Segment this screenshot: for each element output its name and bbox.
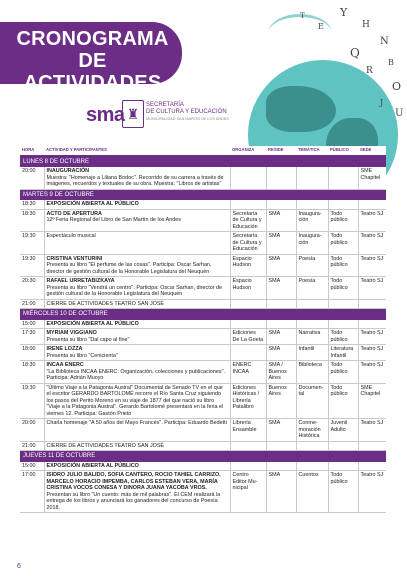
tematica-cell: Biblioteca	[296, 361, 328, 384]
activity-cell	[44, 167, 230, 189]
hora-cell: 19:30	[20, 383, 44, 419]
decorative-letter: J	[380, 98, 384, 107]
tematica-cell: Inaugura-ción	[296, 209, 328, 232]
organiza-cell: Espacio Hudson	[230, 254, 266, 277]
activity-cell	[44, 277, 230, 300]
sede-cell	[358, 441, 386, 451]
municipal-emblem-icon: ♜	[122, 100, 144, 128]
activity-title: EXPOSICIÓN ABIERTA AL PÚBLICO	[46, 320, 139, 327]
hora-cell: 17:00	[20, 471, 44, 513]
table-row	[20, 299, 386, 309]
publico-cell	[328, 200, 358, 209]
page-number: 6	[17, 563, 21, 570]
activity-description: Presentan su libro "Un cuento: más de mil palabras". El CEM realizará la entrega de los libros y anunciará los ganadores del concurso de Poesía 2018.	[46, 491, 221, 511]
activity-description: Muestra: "Homenaje a Liliana Bodoc". Recorrido de su carrera a través de imágenes, recuerdos y textuales de su obra. Muestra: "Libros de artistas"	[46, 174, 224, 187]
sede-cell: Teatro SJ	[358, 254, 386, 277]
hora-cell: 20:30	[20, 277, 44, 300]
sede-cell: Teatro SJ	[358, 277, 386, 300]
decorative-letter: B	[388, 58, 394, 67]
table-row	[20, 471, 386, 513]
publico-cell	[328, 320, 358, 329]
reside-cell	[266, 299, 296, 309]
hora-cell: 15:00	[20, 462, 44, 471]
reside-cell	[266, 167, 296, 189]
table-header-row	[20, 146, 386, 156]
tematica-cell	[296, 200, 328, 209]
sede-cell	[358, 320, 386, 329]
activity-description: Presenta su libro "Cenicienta"	[46, 352, 118, 359]
activity-cell	[44, 419, 230, 442]
reside-cell: SMA	[266, 232, 296, 255]
tematica-cell: Narrativa	[296, 329, 328, 345]
organiza-cell	[230, 345, 266, 361]
activity-title: CRISTINA VENTURINI	[46, 255, 103, 262]
tematica-cell: Infantil	[296, 345, 328, 361]
page-title: CRONOGRAMA	[16, 28, 169, 50]
activity-description: "Último Viaje a la Patagonia Austral" Documental de Senado TV en el que el escritor GERARDO BARTOLOMÉ recorre el Río Santa Cruz siguiendo los pasos del Perito Moreno en su viaje de 1877 del que nació su libro "Viaje a la Patagonia Austral". Gerardo Bartolomé presentará en la feria el viernes 12. Participa: Gastón Prieto	[46, 384, 224, 417]
table-row	[20, 200, 386, 209]
organiza-cell: ENERC INCAA	[230, 361, 266, 384]
activity-cell	[44, 232, 230, 255]
reside-cell: SMA	[266, 419, 296, 442]
activity-title: INAUGURACIÓN	[46, 168, 90, 174]
activity-cell	[44, 329, 230, 345]
activity-description: Charla homenaje "A 50 años del Mayo Francés". Participa: Eduardo Bedetti	[46, 420, 227, 426]
sede-cell: SME Chapitel	[358, 167, 386, 189]
reside-cell: SMA	[266, 277, 296, 300]
reside-cell	[266, 441, 296, 451]
publico-cell: Todo público	[328, 383, 358, 419]
hora-cell: 21:00	[20, 441, 44, 451]
sede-cell	[358, 200, 386, 209]
hora-cell: 20:00	[20, 167, 44, 189]
activity-description: Presenta su libro "El perfume de las cosas". Participa: Oscar Sarhan, director de gestión cultural de la Honorable Legislatura del Neuquén	[46, 262, 212, 275]
sede-cell: Teatro SJ	[358, 345, 386, 361]
day-label: MIÉRCOLES 10 DE OCTUBRE	[20, 309, 386, 320]
sede-cell: Teatro SJ	[358, 471, 386, 513]
activity-description: "La Biblioteca INCAA ENERC: Organización, colecciones y publicaciones". Participa: Adrián Muoyo	[46, 368, 226, 381]
activity-cell	[44, 345, 230, 361]
table-row	[20, 462, 386, 471]
sede-cell: Teatro SJ	[358, 209, 386, 232]
sede-cell: Teatro SJ	[358, 232, 386, 255]
table-row	[20, 361, 386, 384]
decorative-letter: U	[395, 108, 404, 119]
organiza-cell	[230, 441, 266, 451]
column-header: PÚBLICO	[328, 146, 358, 156]
schedule-table	[20, 146, 386, 513]
hora-cell: 21:00	[20, 299, 44, 309]
column-header: ORGANIZA	[230, 146, 266, 156]
organiza-cell: Secretaría de Cultura y Educación	[230, 209, 266, 232]
publico-cell	[328, 441, 358, 451]
hora-cell: 20:00	[20, 419, 44, 442]
table-row	[20, 345, 386, 361]
activity-title: ISIDRO JULIO BALIDO, SOFIA CANTERO, ROCIO TAHIEL CARRIZO, MARCELO HORACIO IMPEMBA, CARLOS ESTEBAN VERA, MARÍA CRISTINA VOCOS CONESA Y DINORA JUANA YACOBA VROS.	[46, 472, 221, 491]
column-header: RESIDE	[266, 146, 296, 156]
tematica-cell	[296, 167, 328, 189]
table-row	[20, 441, 386, 451]
activity-title: EXPOSICIÓN ABIERTA AL PÚBLICO	[46, 201, 139, 207]
publico-cell	[328, 167, 358, 189]
hora-cell: 18:30	[20, 361, 44, 384]
publico-cell	[328, 462, 358, 471]
activity-title: INCAA ENERC	[46, 362, 84, 368]
decorative-letter: T	[300, 12, 305, 20]
globe-land	[266, 86, 336, 132]
day-header-row	[20, 451, 386, 462]
organiza-cell: Ediciones Históricas / Librería Patalibro	[230, 383, 266, 419]
sede-cell	[358, 299, 386, 309]
organiza-cell	[230, 167, 266, 189]
hora-cell: 18:30	[20, 209, 44, 232]
tematica-cell	[296, 299, 328, 309]
day-label: LUNES 8 DE OCTUBRE	[20, 156, 386, 168]
organiza-cell: Espacio Hudson	[230, 277, 266, 300]
day-header-row	[20, 156, 386, 168]
activity-description: Espectáculo musical	[46, 233, 96, 239]
publico-cell: Todo público	[328, 471, 358, 513]
organiza-cell	[230, 200, 266, 209]
day-label: JUEVES 11 DE OCTUBRE	[20, 451, 386, 462]
hora-cell: 19:30	[20, 232, 44, 255]
schedule-body	[20, 156, 386, 513]
reside-cell	[266, 462, 296, 471]
title-banner	[0, 22, 182, 94]
organiza-cell	[230, 320, 266, 329]
table-row	[20, 419, 386, 442]
day-header-row	[20, 309, 386, 320]
sma-logo: sma	[86, 104, 125, 126]
hora-cell: 18:30	[20, 200, 44, 209]
publico-cell: Todo público	[328, 277, 358, 300]
activity-title: EXPOSICIÓN ABIERTA AL PÚBLICO	[46, 462, 139, 469]
publico-cell: Todo público	[328, 232, 358, 255]
activity-description: CIERRE DE ACTIVIDADES TEATRO SAN JOSÉ	[46, 442, 165, 449]
column-header: SEDE	[358, 146, 386, 156]
tematica-cell: Poesía	[296, 277, 328, 300]
activity-cell	[44, 254, 230, 277]
reside-cell: Buenos Aires	[266, 383, 296, 419]
activity-cell	[44, 471, 230, 513]
tematica-cell	[296, 462, 328, 471]
tematica-cell: Documen-tal	[296, 383, 328, 419]
activity-cell	[44, 361, 230, 384]
decorative-letter: N	[380, 36, 389, 47]
tematica-cell: Cuentos	[296, 471, 328, 513]
publico-cell: Todo público	[328, 329, 358, 345]
activity-description: 12º Feria Regional del Libro de San Martín de los Andes	[46, 217, 181, 223]
tematica-cell: Poesía	[296, 254, 328, 277]
publico-cell: Literatura Infantil	[328, 345, 358, 361]
tematica-cell	[296, 441, 328, 451]
activity-cell	[44, 320, 230, 329]
publico-cell: Todo público	[328, 209, 358, 232]
page-subtitle: DE ACTIVIDADES	[23, 50, 162, 94]
table-row	[20, 167, 386, 189]
table-row	[20, 209, 386, 232]
table-row	[20, 383, 386, 419]
column-header: ACTIVIDAD Y PARTICIPANTES	[44, 146, 230, 156]
reside-cell: SMA	[266, 345, 296, 361]
table-row	[20, 277, 386, 300]
sede-cell: Teatro SJ	[358, 329, 386, 345]
hora-cell: 19:30	[20, 254, 44, 277]
sede-cell	[358, 462, 386, 471]
secretaria-label: SECRETARÍA DE CULTURA Y EDUCACIÓN MUNICIPALIDAD SAN MARTÍN DE LOS ANDES	[146, 102, 229, 121]
activity-cell	[44, 299, 230, 309]
organiza-cell: Ediciones De La Grieta	[230, 329, 266, 345]
organiza-cell: Secretaría de Cultura y Educación	[230, 232, 266, 255]
publico-cell	[328, 299, 358, 309]
hora-cell: 18:00	[20, 345, 44, 361]
sede-cell: Teatro SJ	[358, 419, 386, 442]
hora-cell: 17:30	[20, 329, 44, 345]
activity-cell	[44, 200, 230, 209]
reside-cell: SMA	[266, 254, 296, 277]
day-label: MARTES 9 DE OCTUBRE	[20, 189, 386, 200]
decorative-letter: Y	[340, 6, 348, 19]
reside-cell	[266, 320, 296, 329]
activity-title: ACTO DE APERTURA	[46, 210, 102, 217]
tematica-cell: Conme-moración Histórica	[296, 419, 328, 442]
column-header: HORA	[20, 146, 44, 156]
decorative-letter: E	[318, 22, 324, 31]
column-header: TEMÁTICA	[296, 146, 328, 156]
sede-cell: SME Chapitel	[358, 383, 386, 419]
day-header-row	[20, 189, 386, 200]
reside-cell: SMA	[266, 209, 296, 232]
publico-cell: Todo público	[328, 361, 358, 384]
activity-title: MYRIAM VIGGIANO	[46, 330, 97, 336]
table-row	[20, 329, 386, 345]
reside-cell: SMA	[266, 471, 296, 513]
organiza-cell	[230, 299, 266, 309]
tematica-cell	[296, 320, 328, 329]
header	[0, 0, 407, 150]
organiza-cell: Librería Ensamble	[230, 419, 266, 442]
decorative-letter: O	[392, 80, 402, 93]
organiza-cell: Centro Editor Mu-nicipal	[230, 471, 266, 513]
activity-title: IRENE LOZZA	[46, 346, 83, 352]
hora-cell: 15:00	[20, 320, 44, 329]
activity-cell	[44, 441, 230, 451]
tematica-cell: Inaugura-ción	[296, 232, 328, 255]
activity-cell	[44, 209, 230, 232]
publico-cell: Todo público	[328, 254, 358, 277]
activity-description: Presenta su libro "Vendrá un centro". Participa: Oscar Sarhan, director de gestión cultural de la Honorable Legislatura del Neuquén	[46, 284, 223, 297]
activity-description: CIERRE DE ACTIVIDADES TEATRO SAN JOSÉ	[46, 300, 165, 307]
activity-cell	[44, 462, 230, 471]
publico-cell: Juvenil Adulto	[328, 419, 358, 442]
table-row	[20, 232, 386, 255]
decorative-letter: Q	[350, 46, 360, 60]
decorative-letter: R	[366, 66, 373, 76]
decorative-letter: H	[362, 20, 370, 30]
reside-cell	[266, 200, 296, 209]
sede-cell: Teatro SJ	[358, 361, 386, 384]
table-row	[20, 254, 386, 277]
activity-cell	[44, 383, 230, 419]
activity-title: RAFAEL URRETABIZKAYA	[46, 278, 115, 284]
activity-description: Presenta su libro "Dal capo al fine"	[46, 336, 130, 343]
reside-cell: SMA / Buenos Aires	[266, 361, 296, 384]
reside-cell: SMA	[266, 329, 296, 345]
organiza-cell	[230, 462, 266, 471]
table-row	[20, 320, 386, 329]
